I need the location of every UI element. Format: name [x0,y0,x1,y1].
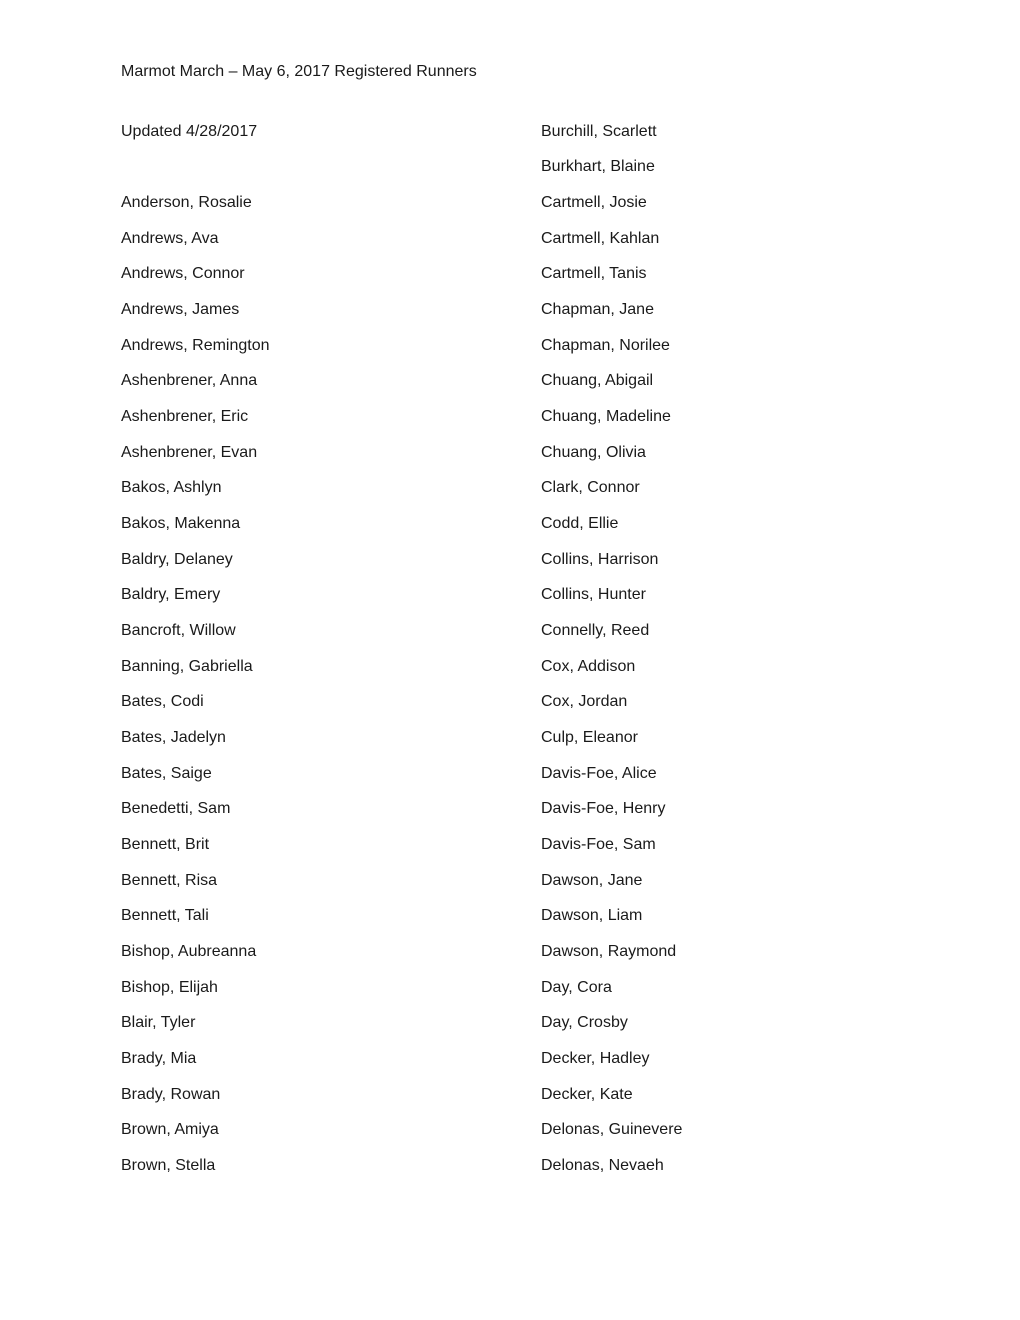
page-title: Marmot March – May 6, 2017 Registered Runners [121,63,477,80]
runner-name: Delonas, Nevaeh [541,1156,664,1174]
runner-name: Codd, Ellie [541,515,619,533]
runner-name: Brady, Rowan [121,1085,221,1103]
runner-name: Dawson, Raymond [541,942,677,960]
runner-name: Burchill, Scarlett [541,122,657,140]
runner-name: Andrews, James [121,301,240,319]
runner-name: Chuang, Abigail [541,372,654,390]
right-column [541,114,682,1184]
runner-name: Banning, Gabriella [121,657,253,675]
runner-name: Ashenbrener, Evan [121,443,258,461]
runner-name: Bates, Jadelyn [121,728,226,746]
runner-name: Dawson, Jane [541,871,643,889]
runner-name: Andrews, Ava [121,229,219,247]
runner-name: Cartmell, Tanis [541,265,647,283]
runner-name: Cartmell, Josie [541,194,647,212]
runner-name: Bennett, Risa [121,871,218,889]
runner-name: Dawson, Liam [541,907,643,925]
runner-name: Collins, Hunter [541,586,646,604]
runner-name: Brown, Stella [121,1156,216,1174]
runner-name: Bennett, Tali [121,907,209,925]
runner-name: Bakos, Makenna [121,515,241,533]
updated-date: Updated 4/28/2017 [121,122,258,140]
runner-name: Bates, Saige [121,764,212,782]
runner-name: Andrews, Remington [121,336,270,354]
runner-name: Ashenbrener, Anna [121,372,258,390]
runner-name: Benedetti, Sam [121,800,231,818]
left-column [121,114,270,1184]
runner-name: Collins, Harrison [541,550,659,568]
runner-name: Connelly, Reed [541,622,650,640]
runner-name: Day, Crosby [541,1014,628,1032]
runner-name: Brown, Amiya [121,1121,219,1139]
runner-name: Decker, Kate [541,1085,633,1103]
blank-row [121,150,270,186]
runner-name: Davis-Foe, Sam [541,835,656,853]
runner-name: Bakos, Ashlyn [121,479,222,497]
runner-name: Chapman, Jane [541,301,654,319]
runner-name: Anderson, Rosalie [121,194,252,212]
runner-name: Blair, Tyler [121,1014,196,1032]
runner-name: Brady, Mia [121,1049,197,1067]
runner-name: Baldry, Emery [121,586,221,604]
runner-name: Bishop, Aubreanna [121,942,257,960]
runner-name: Bishop, Elijah [121,978,218,996]
runner-name: Delonas, Guinevere [541,1121,683,1139]
runner-name: Day, Cora [541,978,612,996]
runner-name: Cox, Jordan [541,693,628,711]
runner-name: Chuang, Madeline [541,408,671,426]
runner-name: Cartmell, Kahlan [541,229,660,247]
runner-name: Andrews, Connor [121,265,245,283]
runner-name: Ashenbrener, Eric [121,408,249,426]
runner-name: Bates, Codi [121,693,204,711]
runner-name: Baldry, Delaney [121,550,233,568]
runner-name: Bancroft, Willow [121,622,236,640]
runner-name: Decker, Hadley [541,1049,650,1067]
runner-name: Burkhart, Blaine [541,158,655,176]
runner-name: Bennett, Brit [121,835,210,853]
runner-name: Culp, Eleanor [541,728,638,746]
runner-name: Davis-Foe, Henry [541,800,666,818]
runner-name: Davis-Foe, Alice [541,764,657,782]
runner-name: Chuang, Olivia [541,443,646,461]
runner-name: Chapman, Norilee [541,336,670,354]
runner-name: Clark, Connor [541,479,640,497]
runner-name: Cox, Addison [541,657,636,675]
